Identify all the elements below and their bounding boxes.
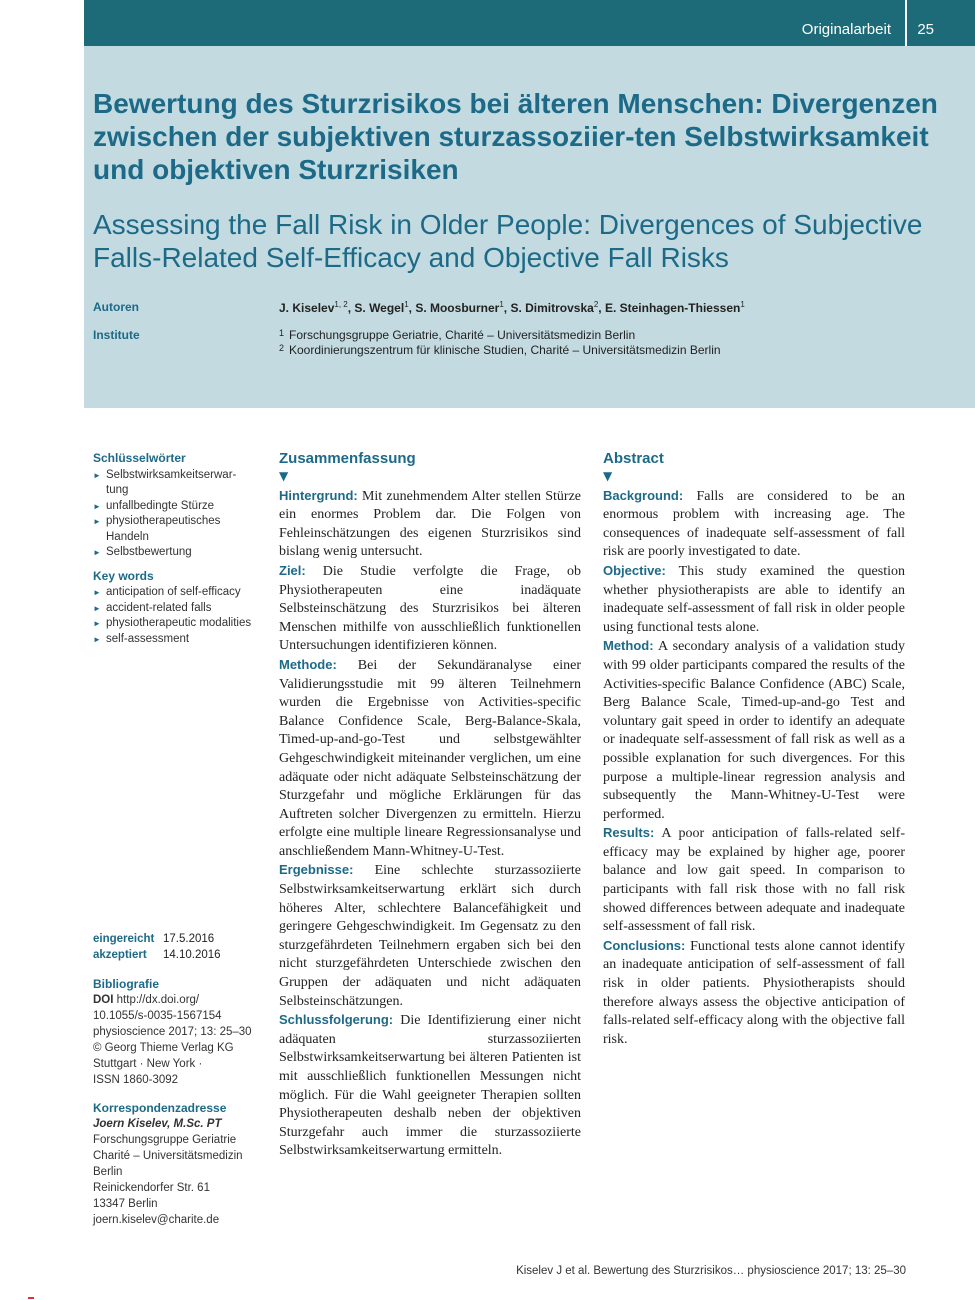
section-text: A secondary analysis of a validation study with 99 older participants compared the results of the Activities-specific Balance Confidence (ABC) Scale, Berg Balance Scale, Timed-up-and-go Test and voluntary gait speed in order to identify an adequate or inadequate self-assessment of fall risk as well as a possible explanation for such divergences. For this purpose a multiple-linear regression analysis and subsequently the Mann-Whitney-U-Test were performed. xyxy=(603,639,905,822)
address-line: Berlin xyxy=(93,1166,123,1178)
title-german: Bewertung des Sturzrisikos bei älteren Menschen: Divergenzen zwischen der subjektiven sturzassoziier-ten Selbstwirksamkeit und objektiven Sturzrisiken xyxy=(93,88,938,185)
bibliography-block xyxy=(93,976,263,1088)
triangle-down-icon: ▼ xyxy=(279,468,289,483)
author-affiliation: 1 xyxy=(499,300,504,309)
author: S. Wegel xyxy=(354,301,405,315)
institute-1 xyxy=(279,328,635,342)
abstract-en-title: Abstract xyxy=(603,450,664,467)
keywords-en-list xyxy=(93,585,253,647)
abstract-section xyxy=(279,562,581,656)
abstract-section xyxy=(603,637,905,824)
abstract-section xyxy=(603,824,905,937)
author: J. Kiselev xyxy=(279,301,335,315)
page-footer: Kiselev J et al. Bewertung des Sturzrisikos… physioscience 2017; 13: 25–30 xyxy=(516,1265,906,1277)
accepted-label: akzeptiert xyxy=(93,949,147,961)
section-label: Conclusions: xyxy=(603,937,686,953)
abstract-section xyxy=(279,1011,581,1161)
keywords-en-title: Key words xyxy=(93,568,154,583)
email-link[interactable]: joern.kiselev@charite.de xyxy=(93,1214,220,1226)
bibliography-title: Bibliografie xyxy=(93,977,160,991)
keyword: ► physiotherapeutic modalities xyxy=(93,616,253,632)
journal-citation: physioscience 2017; 13: 25–30 xyxy=(93,1026,252,1038)
doi-label: DOI xyxy=(93,994,114,1006)
triangle-down-icon: ▼ xyxy=(603,468,613,483)
section-label: Originalarbeit xyxy=(801,21,891,38)
correspondence-name: Joern Kiselev, M.Sc. PT xyxy=(93,1118,222,1130)
section-label: Background: xyxy=(603,487,684,503)
keyword: ► self-assessment xyxy=(93,632,253,648)
abstract-section xyxy=(279,487,581,562)
abstract-section xyxy=(603,937,905,1050)
section-label: Ziel: xyxy=(279,562,306,578)
header-divider xyxy=(905,0,907,46)
publisher: © Georg Thieme Verlag KG xyxy=(93,1042,234,1054)
keyword: ► Selbstwirksamkeitserwar-tung xyxy=(93,468,253,499)
title-english: Assessing the Fall Risk in Older People: Divergences of Subjective Falls-Related Self-Efficacy and Objective Fall Risks xyxy=(93,209,923,273)
section-label: Method: xyxy=(603,638,654,654)
authors-label: Autoren xyxy=(93,300,139,314)
page-number: 25 xyxy=(917,21,934,38)
abstract-section xyxy=(603,487,905,562)
institute-text: Forschungsgruppe Geriatrie, Charité – Universitätsmedizin Berlin xyxy=(289,328,636,342)
section-label: Schlussfolgerung: xyxy=(279,1012,394,1028)
keywords-de-title: Schlüsselwörter xyxy=(93,451,186,465)
issn: ISSN 1860-3092 xyxy=(93,1074,179,1086)
section-label: Hintergrund: xyxy=(279,487,358,503)
institute-number: 2 xyxy=(279,343,285,353)
abstract-section xyxy=(279,656,581,862)
section-text: Falls are considered to be an enormous problem with increasing age. The consequences of inadequate self-assessment of fall risk are poorly investigated to date. xyxy=(603,488,906,560)
publisher-location: Stuttgart · New York · xyxy=(93,1058,203,1070)
section-text: Die Studie verfolgte die Frage, ob Physiotherapeuten eine inadäquate Selbsteinschätzung des Sturzrisikos bei älteren Menschen mithilfe von ausschließlich funktionellen Untersuchungen identifizieren können. xyxy=(279,563,581,654)
section-label: Objective: xyxy=(603,562,666,578)
abstract-german xyxy=(279,450,581,1161)
section-text: A poor anticipation of falls-related self-efficacy may be explained by higher age, poorer balance and low gait speed. In comparison to participants with fall risk those with no fall risk showed differences between adequate and inadequate self-assessment of fall risk. xyxy=(603,826,905,935)
author-affiliation: 1 xyxy=(404,300,409,309)
keyword: ► unfallbedingte Stürze xyxy=(93,499,253,515)
section-text: Bei der Sekundäranalyse einer Validierungsstudie mit 99 älteren Teilnehmern wurden die Ergebnisse von Activities-specific Balance Confidence Scale, Berg-Balance-Skala, Timed-up-and-go-Test und selbstgewählter Gehgeschwindigkeit miteinander verglichen, um eine adäquate oder nicht adäquate Selbsteinschätzung der Sturzgefahr und mögliche Erklärungen für das Auftreten solcher Divergenzen zu ermitteln. Hierzu erfolgte eine multiple lineare Regressionsanalyse und anschließendem Mann-Whitney-U-Test. xyxy=(279,657,581,859)
section-label: Ergebnisse: xyxy=(279,862,354,878)
author-affiliation: 1, 2 xyxy=(334,300,348,309)
correspondence-title: Korrespondenzadresse xyxy=(93,1101,227,1115)
institute-text: Koordinierungszentrum für klinische Studien, Charité – Universitätsmedizin Berlin xyxy=(289,343,721,357)
correspondence-block xyxy=(93,1100,263,1228)
section-text: This study examined the question whether physiotherapists are able to identify an inadequate self-assessment of fall risk in older people using functional tests alone. xyxy=(603,563,905,635)
section-text: Mit zunehmendem Alter stellen Stürze ein enormes Problem dar. Die Folgen von Fehleinschätzungen des eigenen Sturzrisikos sind bislang wenig untersucht. xyxy=(279,488,582,560)
author-affiliation: 1 xyxy=(740,300,745,309)
received-label: eingereicht xyxy=(93,933,155,945)
doi-value: 10.1055/s-0035-1567154 xyxy=(93,1010,222,1022)
abstract-section xyxy=(603,562,905,637)
address-line: Charité – Universitätsmedizin xyxy=(93,1150,243,1162)
accepted-date: 14.10.2016 xyxy=(163,949,221,961)
address-line: 13347 Berlin xyxy=(93,1198,158,1210)
address-line: Reinickendorfer Str. 61 xyxy=(93,1182,210,1194)
dates-block xyxy=(93,931,221,963)
corner-mark xyxy=(28,1297,34,1299)
abstract-de-title: Zusammenfassung xyxy=(279,450,416,467)
institute-number: 1 xyxy=(279,328,285,338)
author: S. Dimitrovska xyxy=(510,301,594,315)
author-affiliation: 2 xyxy=(593,300,599,309)
keyword: ► Selbstbewertung xyxy=(93,545,253,561)
doi-link[interactable]: http://dx.doi.org/ xyxy=(116,994,200,1006)
section-label: Results: xyxy=(603,825,655,841)
keyword: ► anticipation of self-efficacy xyxy=(93,585,253,601)
header-bar xyxy=(84,0,975,46)
author: S. Moosburner xyxy=(415,301,500,315)
section-text: Eine schlechte sturzassoziierte Selbstwirksamkeitserwartung erklärt sich durch höheres Alter, schlechtere Balancefähigkeit und geringere Gehgeschwindigkeit. Im Gegensatz zu den sturzgefährdeten Teilnehmern ergaben sich bei den nicht sturzgefährdeten Unterschiede zwischen den Gruppen der adäquaten und nicht adäquaten Selbsteinschätzungen. xyxy=(279,863,581,1009)
received-date: 17.5.2016 xyxy=(163,933,215,945)
institute-2 xyxy=(279,343,721,357)
abstract-english xyxy=(603,450,905,1049)
author: E. Steinhagen-Thiessen xyxy=(604,301,741,315)
section-text: Die Identifizierung einer nicht adäquaten sturzassoziierten Selbstwirksamkeitserwartung bei älteren Patienten ist mit ausschließlich funktionellen Messungen nicht möglich. Für die Wahl geeigneter Therapien sollten Physiotherapeuten deshalb neben der objektiven Sturzgefahr auch immer die sturzassoziierte Selbstwirksamkeitserwartung ermitteln. xyxy=(279,1013,581,1159)
keyword: ► accident-related falls xyxy=(93,601,253,617)
keyword: ► physiotherapeutisches Handeln xyxy=(93,514,253,545)
keywords-de-list xyxy=(93,468,253,561)
abstract-section xyxy=(279,861,581,1011)
institutes-label: Institute xyxy=(93,328,140,342)
authors-line: J. Kiselev$^{1, 2}$, S. Wegel$^1$, S. Moosburner$^1$, S. Dimitrovska$^2$, E. Steinhagen-Thiessen$^1$ xyxy=(279,300,745,315)
section-label: Methode: xyxy=(279,656,337,672)
keywords-block xyxy=(93,451,253,655)
address-line: Forschungsgruppe Geriatrie xyxy=(93,1134,237,1146)
section-text: Functional tests alone cannot identify an inadequate anticipation of self-assessment of fall risk in older patients. Physiotherapists should therefore always assess the objective anticipation of falls-related self-efficacy along with the objective fall risk. xyxy=(603,938,906,1047)
